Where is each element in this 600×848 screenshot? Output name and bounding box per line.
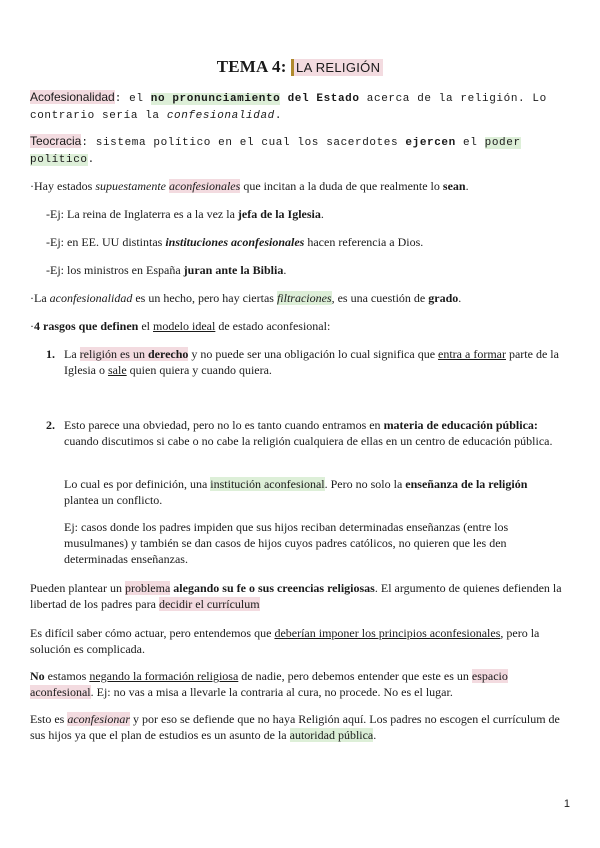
underlined-text: modelo ideal	[153, 319, 216, 333]
underlined-text: deberían imponer los principios aconfesionales	[274, 626, 501, 640]
text: -Ej: en EE. UU distintas	[46, 235, 166, 249]
list-item-2-paragraph	[64, 476, 560, 508]
page-number: 1	[563, 798, 570, 810]
definition-aconfesionalidad: Acofesionalidad: el no pronunciamiento del Estado acerca de la religión. Lo contrario sería la confesionalidad.	[30, 90, 547, 122]
text: quien quiera y cuando quiera.	[126, 363, 272, 377]
term-teocracia: Teocracia	[30, 134, 82, 148]
highlight-text: autoridad pública	[289, 728, 374, 742]
text: . Ej: no vas a misa a llevarle la contraria al cura, no procede. No es el lugar.	[90, 685, 453, 699]
highlight-text: decidir el currículum	[158, 597, 260, 611]
italic-text: aconfesionalidad	[49, 291, 133, 305]
text: el	[138, 319, 154, 333]
bold-text: No	[30, 669, 45, 683]
bold-text: alegando su fe o sus creencias religiosas	[173, 581, 375, 595]
text: Lo cual es por definición, una	[64, 477, 211, 491]
term-aconfesionalidad: Acofesionalidad	[30, 90, 115, 104]
text: .	[458, 291, 462, 305]
bold-text: 4 rasgos que definen	[34, 319, 139, 333]
text: .	[274, 110, 283, 122]
list-item-2-example	[64, 519, 560, 567]
bold-text: sean	[442, 179, 466, 193]
text: .	[465, 179, 469, 193]
paragraph-dificil	[30, 625, 570, 657]
text: , pero la solución es complicada.	[30, 626, 540, 656]
example-espana	[46, 262, 566, 278]
page-title	[0, 57, 600, 77]
text: .	[283, 263, 287, 277]
text: de estado aconfesional:	[215, 319, 331, 333]
paragraph-aconfesionar	[30, 711, 570, 743]
underlined-text: sale	[108, 363, 127, 377]
italic-highlight: filtraciones	[276, 291, 332, 305]
title-main: TEMA 4:	[216, 57, 287, 76]
text: Es difícil saber cómo actuar, pero entendemos que	[30, 626, 275, 640]
text: .	[87, 154, 95, 166]
definition-teocracia: Teocracia: sistema político en el cual los sacerdotes ejercen el poder político.	[30, 134, 521, 166]
paragraph-problema	[30, 580, 570, 612]
bold-text: instituciones aconfesionales	[165, 235, 305, 249]
bold-text: del Estado	[287, 93, 360, 105]
text: La	[64, 347, 80, 361]
text: hacen referencia a Dios.	[304, 235, 424, 249]
bold-text: no pronunciamiento	[150, 93, 281, 105]
text: -Ej: los ministros en España	[46, 263, 184, 277]
text: acerca de la religión. Lo contrario sería la	[30, 93, 547, 122]
example-inglaterra	[46, 206, 566, 222]
italic-text: supuestamente	[95, 179, 166, 193]
italic-text: confesionalidad	[166, 110, 275, 122]
bold-text: jefa de la Iglesia	[237, 207, 321, 221]
text: es un hecho, pero hay ciertas	[132, 291, 277, 305]
paragraph-aconfesionalidad	[30, 290, 570, 306]
highlight-text: poder político	[30, 137, 521, 166]
paragraph-rasgos	[30, 318, 570, 334]
bold-text: ejercen	[405, 137, 456, 149]
text: -Ej: La reina de Inglaterra es a la vez la	[46, 207, 238, 221]
bold-text: grado	[428, 291, 459, 305]
text: que incitan a la duda de que realmente lo	[240, 179, 443, 193]
text: parte de la Iglesia o	[64, 347, 559, 377]
text: y no puede ser una obligación lo cual significa que	[188, 347, 439, 361]
highlight-text: institución aconfesional	[210, 477, 325, 491]
text: .	[320, 207, 324, 221]
highlight-text: espacio aconfesional	[30, 669, 508, 699]
highlight-text: problema	[124, 581, 171, 595]
text: Esto parece una obviedad, pero no lo es tanto cuando entramos en	[64, 418, 384, 432]
text: estamos	[44, 669, 90, 683]
text: Pueden plantear un	[30, 581, 125, 595]
text: el	[129, 93, 151, 105]
paragraph-estados	[30, 178, 570, 194]
paragraph-no-estamos	[30, 668, 570, 700]
italic-highlight: aconfesionales	[168, 179, 241, 193]
list-item-1	[64, 346, 560, 378]
text: ·Hay estados	[30, 179, 96, 193]
list-item-2	[64, 417, 560, 449]
highlight-text: religión es un	[79, 347, 148, 361]
text: plantea un conflicto.	[64, 493, 163, 507]
bold-text: juran ante la Biblia	[183, 263, 284, 277]
text	[280, 93, 287, 105]
text: ·La	[30, 291, 50, 305]
example-eeuu	[46, 234, 566, 250]
text: sistema político en el cual los sacerdotes	[88, 137, 406, 149]
text: Esto es	[30, 712, 68, 726]
bold-text: enseñanza de la religión	[405, 477, 528, 491]
text: y por eso se defiende que no haya Religión aquí. Los padres no escogen el currículum de sus hijos ya que el plan de estudios es un asunto de la	[30, 712, 560, 742]
text: . El argumento de quienes defienden la libertad de los padres para	[30, 581, 562, 611]
title-subtitle: LA RELIGIÓN	[291, 59, 383, 76]
text: , es una cuestión de	[331, 291, 429, 305]
bold-text: materia de educación pública:	[383, 418, 538, 432]
text: .	[373, 728, 377, 742]
text: . Pero no solo la	[324, 477, 406, 491]
list-number: 1.	[46, 347, 55, 361]
text: cuando discutimos si cabe o no cabe la religión cualquiera de ellas en un centro de educación pública.	[64, 434, 553, 448]
text: Ej: casos donde los padres impiden que sus hijos reciban determinadas enseñanzas (entre los musulmanes) y también se dan casos de hijos cuyos padres católicos, no quieren que les den determinadas enseñanzas.	[64, 520, 509, 566]
text: el	[455, 137, 485, 149]
text: de nadie, pero debemos entender que este es un	[238, 669, 472, 683]
text: ·	[30, 319, 34, 333]
underlined-text: entra a formar	[438, 347, 506, 361]
underlined-text: negando la formación religiosa	[89, 669, 239, 683]
list-number: 2.	[46, 418, 55, 432]
bold-text: derecho	[147, 347, 189, 361]
italic-highlight: aconfesionar	[67, 712, 131, 726]
